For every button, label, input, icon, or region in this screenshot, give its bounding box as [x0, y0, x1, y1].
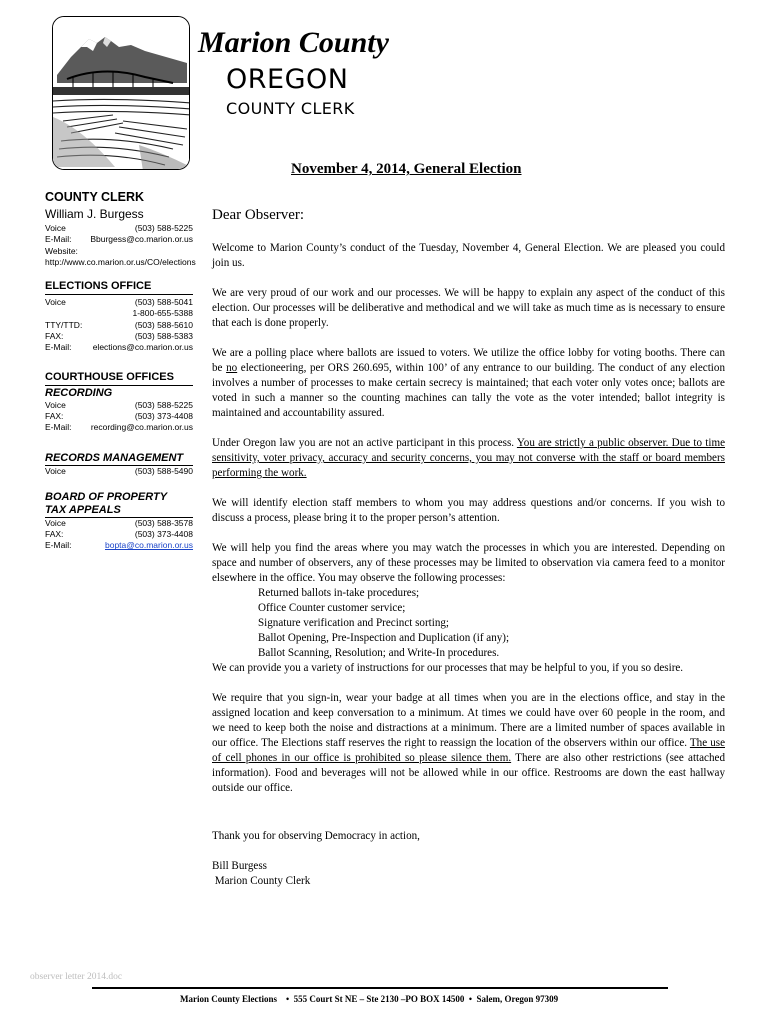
- records-voice-row: [45, 466, 193, 477]
- text-run: We are a polling place where ballots are issued to voters. We utilize the office lobby for voting booths. There can be: [212, 347, 725, 374]
- footer-address: Marion County Elections • 555 Court St NE – Ste 2130 –PO BOX 14500 • Salem, Oregon 97309: [180, 994, 559, 1004]
- paragraph-staff: We will identify election staff members to whom you may address questions and/or concerns. If you wish to discuss a process, please bring it to the proper person’s attention.: [212, 497, 725, 524]
- elections-voice-row: [45, 297, 193, 308]
- recording-email-row: [45, 422, 193, 433]
- website-link[interactable]: http://www.co.marion.or.us/CO/elections: [45, 256, 196, 267]
- row-value[interactable]: elections@co.marion.or.us: [92, 342, 193, 353]
- row-value: (503) 588-3578: [134, 517, 193, 528]
- document-filename: observer letter 2014.doc: [30, 972, 123, 982]
- text-run: There are also other restrictions (see attached information). Food and beverages will not be allowed while in our office. Restrooms are down the east hallway outside our office.: [212, 752, 725, 794]
- row-value: (503) 588-5383: [134, 331, 193, 342]
- process-item: Office Counter customer service;: [258, 602, 406, 614]
- row-label: FAX:: [45, 331, 64, 342]
- row-label: Voice: [45, 399, 66, 410]
- row-label: FAX:: [45, 529, 64, 540]
- clerk-name: William J. Burgess: [45, 207, 144, 221]
- row-value: (503) 588-5041: [134, 297, 193, 308]
- underlined-warning: You are strictly a public observer. Due to time sensitivity, voter privacy, accuracy and security concerns, you may not converse with the staff or board members performing the work.: [212, 437, 725, 479]
- emphasis-no: no: [226, 362, 238, 374]
- election-title: November 4, 2014, General Election: [291, 161, 522, 177]
- county-logo: [52, 16, 190, 170]
- elections-tty-row: [45, 320, 193, 331]
- paragraph-proud: We are very proud of our work and our processes. We will be happy to explain any aspect of the conduct of this election. Our processes will be deliberative and methodical and we will take as much time as is necessary to ensure that each is done properly.: [212, 287, 725, 329]
- contact-sidebar: [45, 190, 196, 552]
- text-run: electioneering, per ORS 260.695, within 100’ of any entrance to our building. The conduct of any election involves a number of processes to make certain secrecy is maintained; that each voter only votes once; ballots are voted in such a manner so the counting machines can tally the vote as the voter intended; ballot integrity is maintained and accountability assured.: [212, 362, 725, 419]
- paragraph-polling-place: [212, 346, 725, 421]
- process-item: Signature verification and Precinct sorting;: [258, 617, 450, 629]
- row-label: Voice: [45, 297, 66, 308]
- row-label: TTY/TTD:: [45, 319, 83, 330]
- row-label: E-Mail:: [45, 342, 72, 353]
- records-title: RECORDS MANAGEMENT: [45, 452, 193, 466]
- brand-title: Marion County: [198, 26, 389, 59]
- process-item: Returned ballots in-take procedures;: [258, 587, 420, 599]
- brand-state: OREGON: [226, 64, 349, 95]
- row-value: (503) 588-5225: [134, 399, 193, 410]
- elections-tollfree-row: [45, 308, 193, 319]
- row-label: Voice: [45, 517, 66, 528]
- process-item: Ballot Scanning, Resolution; and Write-In procedures.: [258, 647, 500, 659]
- paragraph-oregon-law: [212, 436, 725, 481]
- board-fax-row: [45, 529, 193, 540]
- signer-title: Marion County Clerk: [212, 875, 311, 887]
- cell-phone-warning: The use of cell phones in our office is prohibited so please silence them.: [212, 737, 725, 764]
- row-value[interactable]: recording@co.marion.or.us: [90, 422, 193, 433]
- clerk-website-row: [45, 246, 193, 257]
- board-title-line1: BOARD OF PROPERTY: [45, 490, 168, 503]
- paragraph-processes: [212, 541, 725, 676]
- row-label: E-Mail:: [45, 540, 72, 551]
- row-value[interactable]: Bburgess@co.marion.or.us: [90, 234, 193, 245]
- text-run: We require that you sign-in, wear your badge at all times when you are in the elections office, and stay in the assigned location and keep conversation to a minimum. At times we could have over 60 people in the room, and we need to keep both the noise and distractions at a minimum. There are a limited number of spaces available in our office. The Elections staff reserves the right to reassign the location of the observers within our office.: [212, 692, 725, 749]
- sidebar-heading: COUNTY CLERK: [45, 190, 145, 204]
- row-value: (503) 373-4408: [134, 529, 193, 540]
- row-value: (503) 373-4408: [134, 410, 193, 421]
- board-voice-row: [45, 518, 193, 529]
- recording-fax-row: [45, 411, 193, 422]
- board-email-link[interactable]: bopta@co.marion.or.us: [104, 540, 193, 551]
- clerk-voice-row: [45, 223, 193, 234]
- row-value: (503) 588-5225: [134, 223, 193, 233]
- recording-voice-row: [45, 400, 193, 411]
- elections-office-title: ELECTIONS OFFICE: [45, 280, 193, 295]
- paragraph-requirements: [212, 691, 725, 796]
- board-email-row: [45, 540, 193, 551]
- row-value: 1-800-655-5388: [132, 308, 193, 319]
- text-run: Under Oregon law you are not an active participant in this process.: [212, 437, 517, 449]
- row-label: E-Mail:: [45, 422, 72, 433]
- board-title-line2: TAX APPEALS: [45, 504, 193, 518]
- courthouse-title: COURTHOUSE OFFICES: [45, 370, 174, 383]
- mountain-landscape-icon: [53, 17, 190, 170]
- footer-divider: [92, 987, 668, 989]
- row-label: Voice: [45, 465, 66, 476]
- row-label: Website:: [45, 245, 78, 256]
- clerk-email-row: [45, 234, 193, 245]
- process-item: Ballot Opening, Pre-Inspection and Duplication (if any);: [258, 632, 510, 644]
- signer-name: Bill Burgess: [212, 860, 267, 872]
- row-label: E-Mail:: [45, 234, 72, 245]
- elections-email-row: [45, 342, 193, 353]
- row-value: (503) 588-5490: [134, 465, 193, 476]
- row-value: (503) 588-5610: [134, 319, 193, 330]
- letter-body: [212, 206, 725, 889]
- salutation: Dear Observer:: [212, 207, 305, 223]
- recording-title: RECORDING: [45, 385, 193, 400]
- row-label: Voice: [45, 223, 66, 233]
- paragraph-welcome: Welcome to Marion County’s conduct of the Tuesday, November 4, General Election. We are pleased you could join us.: [212, 242, 725, 269]
- elections-fax-row: [45, 331, 193, 342]
- processes-intro: We will help you find the areas where you may watch the processes in which you are interested. Depending on space and number of observers, any of these processes may be limited to observation via camera feed to a monitor elsewhere in the office. You may observe the following processes:: [212, 542, 725, 584]
- processes-outro: We can provide you a variety of instructions for our processes that may be helpful to you, if you so desire.: [212, 662, 684, 674]
- row-label: FAX:: [45, 410, 64, 421]
- brand-department: COUNTY CLERK: [226, 99, 355, 118]
- closing-line: Thank you for observing Democracy in action,: [212, 830, 420, 842]
